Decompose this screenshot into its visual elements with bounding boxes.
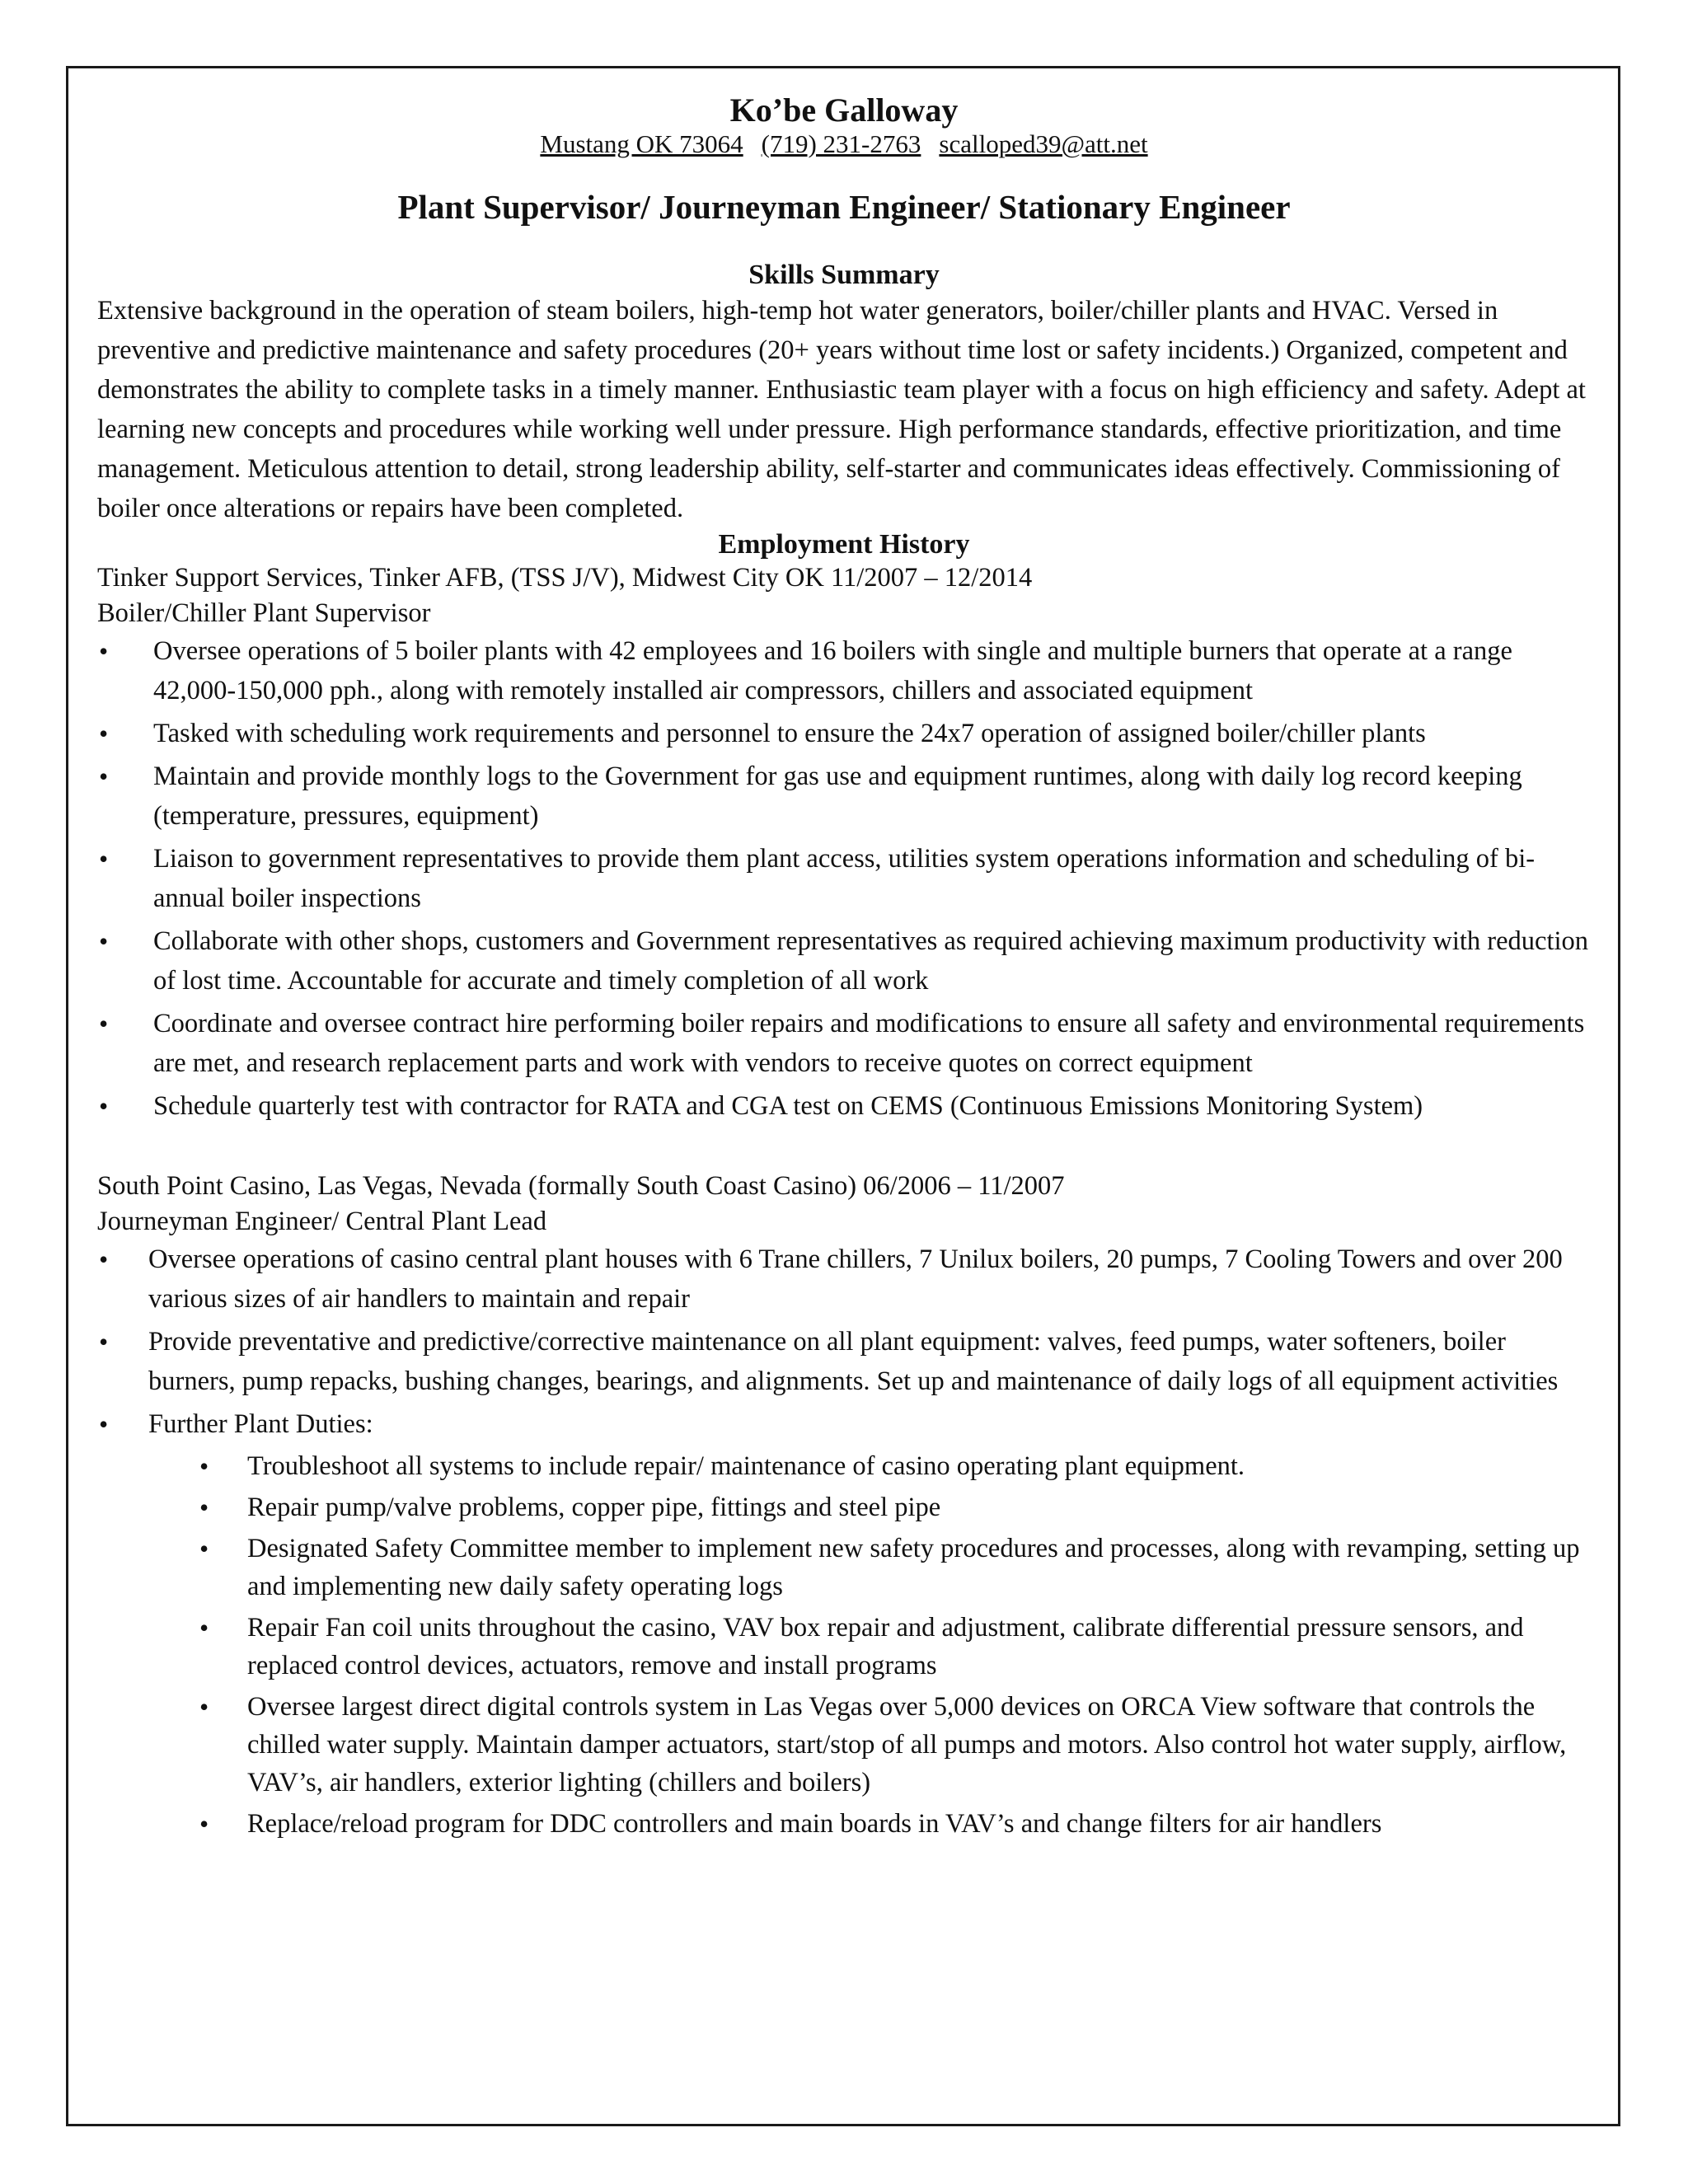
contact-phone: (719) 231-2763: [761, 129, 921, 158]
job-company: South Point Casino, Las Vegas, Nevada (formally South Coast Casino) 06/2006 – 11/2007: [97, 1171, 1065, 1202]
list-item: • Oversee largest direct digital controls system in Las Vegas over 5,000 devices on ORCA View software that controls the chilled water supply. Maintain damper actuators, start/stop of all pumps and motors. Also control hot water supply, airflow, VAV’s, air handlers, exterior lighting (chillers and boilers): [196, 1688, 1591, 1802]
skills-summary-text: Extensive background in the operation of steam boilers, high-temp hot water generators, boiler/chiller plants and HVAC. Versed in preventive and predictive maintenance and safety procedures (20+ years without time lost or safety incidents.) Organized, competent and demonstrates the ability to complete tasks in a timely manner. Enthusiastic team player with a focus on high efficiency and safety. Adept at learning new concepts and procedures while working well under pressure. High performance standards, effective prioritization, and time management. Meticulous attention to detail, strong leadership ability, self-starter and communicates ideas effectively. Commissioning of boiler once alterations or repairs have been completed.: [97, 296, 1586, 524]
list-item: • Further Plant Duties:: [97, 1404, 1591, 1444]
job-entry-tinker: [97, 560, 1591, 1126]
list-item: • Maintain and provide monthly logs to the Government for gas use and equipment runtimes, along with daily log record keeping (temperature, pressures, equipment): [97, 757, 1591, 836]
contact-email[interactable]: scalloped39@att.net: [939, 129, 1148, 158]
job-role: Boiler/Chiller Plant Supervisor: [97, 598, 431, 629]
list-item: • Repair pump/valve problems, copper pipe, fittings and steel pipe: [196, 1488, 1591, 1526]
list-item: • Troubleshoot all systems to include repair/ maintenance of casino operating plant equipment.: [196, 1447, 1591, 1485]
contact-location: Mustang OK 73064: [540, 129, 743, 158]
list-item: • Designated Safety Committee member to implement new safety procedures and processes, along with revamping, setting up and implementing new daily safety operating logs: [196, 1530, 1591, 1605]
headline-title: Plant Supervisor/ Journeyman Engineer/ Stationary Engineer: [397, 188, 1291, 227]
contact-line: [97, 129, 1591, 159]
list-item: • Oversee operations of casino central plant houses with 6 Trane chillers, 7 Unilux boilers, 20 pumps, 7 Cooling Towers and over 200 various sizes of air handlers to maintain and repair: [97, 1240, 1591, 1319]
job-entry-south-point: [97, 1169, 1591, 1843]
job-duties-list: [97, 1240, 1591, 1444]
list-item: • Collaborate with other shops, customers and Government representatives as required achieving maximum productivity with reduction of lost time. Accountable for accurate and timely completion of all work: [97, 921, 1591, 1001]
skills-summary-heading: Skills Summary: [748, 260, 940, 291]
employment-history-heading: Employment History: [718, 529, 970, 560]
candidate-name: Ko’be Galloway: [729, 91, 959, 129]
job-company: Tinker Support Services, Tinker AFB, (TSS J/V), Midwest City OK 11/2007 – 12/2014: [97, 563, 1033, 593]
list-item: • Liaison to government representatives to provide them plant access, utilities system operations information and scheduling of bi-annual boiler inspections: [97, 839, 1591, 918]
list-item: • Replace/reload program for DDC controllers and main boards in VAV’s and change filters for air handlers: [196, 1805, 1591, 1843]
list-item: • Repair Fan coil units throughout the casino, VAV box repair and adjustment, calibrate differential pressure sensors, and replaced control devices, actuators, remove and install programs: [196, 1609, 1591, 1685]
resume-document: [97, 92, 1591, 1846]
list-item: • Oversee operations of 5 boiler plants with 42 employees and 16 boilers with single and multiple burners that operate at a range 42,000-150,000 pph., along with remotely installed air compressors, chillers and associated equipment: [97, 631, 1591, 710]
job-role: Journeyman Engineer/ Central Plant Lead: [97, 1207, 547, 1237]
further-duties-list: [97, 1447, 1591, 1843]
list-item: • Provide preventative and predictive/corrective maintenance on all plant equipment: valves, feed pumps, water softeners, boiler burners, pump repacks, bushing changes, bearings, and alignments. Set up and maintenance of daily logs of all equipment activities: [97, 1322, 1591, 1401]
list-item: • Tasked with scheduling work requirements and personnel to ensure the 24x7 operation of assigned boiler/chiller plants: [97, 714, 1591, 753]
job-duties-list: [97, 631, 1591, 1126]
list-item: • Schedule quarterly test with contractor for RATA and CGA test on CEMS (Continuous Emissions Monitoring System): [97, 1086, 1591, 1126]
list-item: • Coordinate and oversee contract hire performing boiler repairs and modifications to ensure all safety and environmental requirements are met, and research replacement parts and work with vendors to receive quotes on correct equipment: [97, 1004, 1591, 1083]
